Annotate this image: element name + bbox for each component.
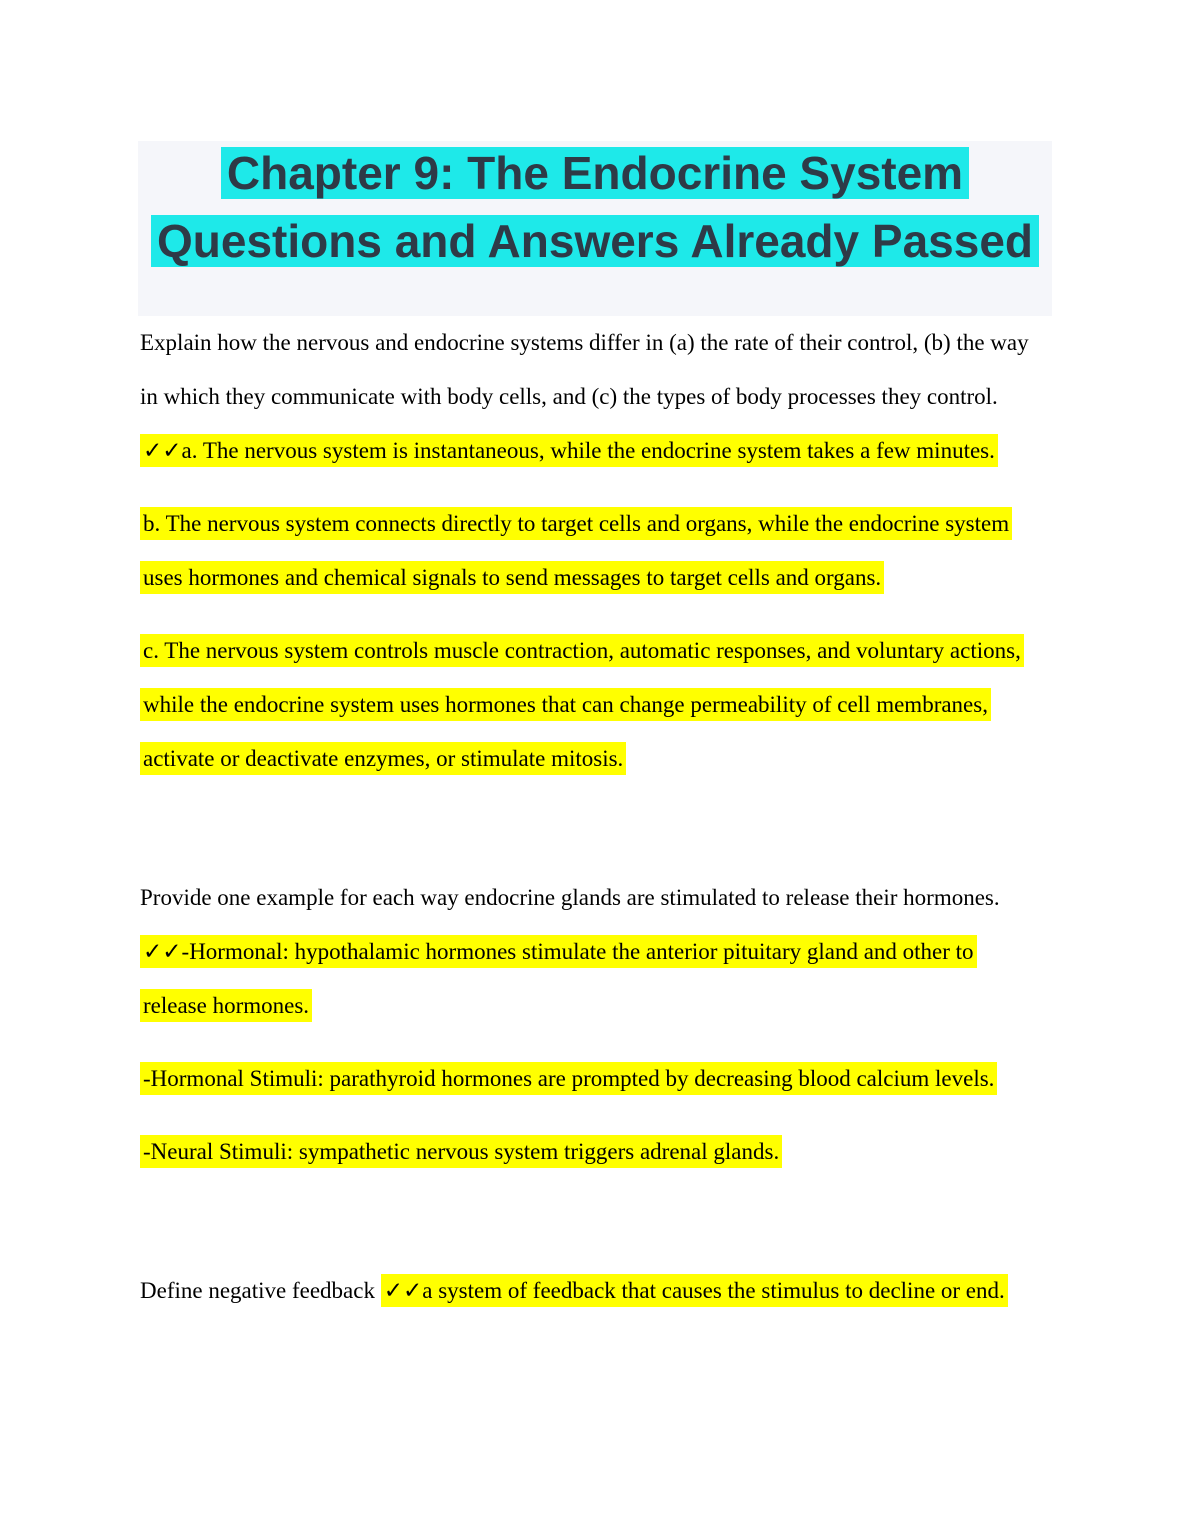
text-line (140, 678, 1050, 732)
highlighted-answer-text: b. The nervous system connects directly to target cells and organs, while the endocrine system (140, 507, 1012, 540)
page-title (138, 145, 1052, 281)
plain-text: Explain how the nervous and endocrine systems differ in (a) the rate of their control, (b) the way (140, 330, 1029, 355)
section-spacer (140, 1198, 1050, 1264)
text-line (140, 316, 1050, 370)
definition-paragraph (140, 1264, 1050, 1318)
text-line (140, 497, 1050, 551)
text-line (140, 925, 1050, 979)
text-line (140, 624, 1050, 678)
highlighted-answer-text: ✓✓a. The nervous system is instantaneous, while the endocrine system takes a few minutes. (140, 434, 998, 467)
title-line (138, 145, 1052, 213)
plain-text: in which they communicate with body cells, and (c) the types of body processes they control. (140, 384, 998, 409)
question-paragraph (140, 871, 1050, 925)
highlighted-answer-text: -Neural Stimuli: sympathetic nervous system triggers adrenal glands. (140, 1135, 782, 1168)
text-line (140, 1264, 1050, 1318)
answer-paragraph (140, 424, 1050, 478)
text-line (140, 1125, 1050, 1179)
plain-text: Define negative feedback (140, 1278, 381, 1303)
highlighted-answer-text: uses hormones and chemical signals to send messages to target cells and organs. (140, 561, 884, 594)
highlighted-answer-text: -Hormonal Stimuli: parathyroid hormones are prompted by decreasing blood calcium levels. (140, 1062, 997, 1095)
question-paragraph (140, 316, 1050, 424)
text-line (140, 979, 1050, 1033)
highlighted-answer-text: ✓✓a system of feedback that causes the stimulus to decline or end. (381, 1274, 1008, 1307)
text-line (140, 551, 1050, 605)
answer-paragraph (140, 925, 1050, 1033)
section-spacer (140, 805, 1050, 871)
answer-paragraph (140, 1125, 1050, 1179)
title-text-highlight: Chapter 9: The Endocrine System (221, 147, 969, 199)
title-text-highlight: Questions and Answers Already Passed (151, 215, 1039, 267)
document-body (140, 316, 1050, 1318)
highlighted-answer-text: release hormones. (140, 989, 312, 1022)
title-line (138, 213, 1052, 281)
title-block (138, 141, 1052, 316)
answer-paragraph (140, 624, 1050, 786)
text-line (140, 732, 1050, 786)
text-line (140, 1052, 1050, 1106)
answer-paragraph (140, 1052, 1050, 1106)
highlighted-answer-text: ✓✓-Hormonal: hypothalamic hormones stimulate the anterior pituitary gland and other to (140, 935, 977, 968)
plain-text: Provide one example for each way endocrine glands are stimulated to release their hormones. (140, 885, 1000, 910)
text-line (140, 424, 1050, 478)
answer-paragraph (140, 497, 1050, 605)
highlighted-answer-text: activate or deactivate enzymes, or stimulate mitosis. (140, 742, 626, 775)
highlighted-answer-text: while the endocrine system uses hormones that can change permeability of cell membranes, (140, 688, 991, 721)
text-line (140, 370, 1050, 424)
text-line (140, 871, 1050, 925)
highlighted-answer-text: c. The nervous system controls muscle contraction, automatic responses, and voluntary actions, (140, 634, 1024, 667)
